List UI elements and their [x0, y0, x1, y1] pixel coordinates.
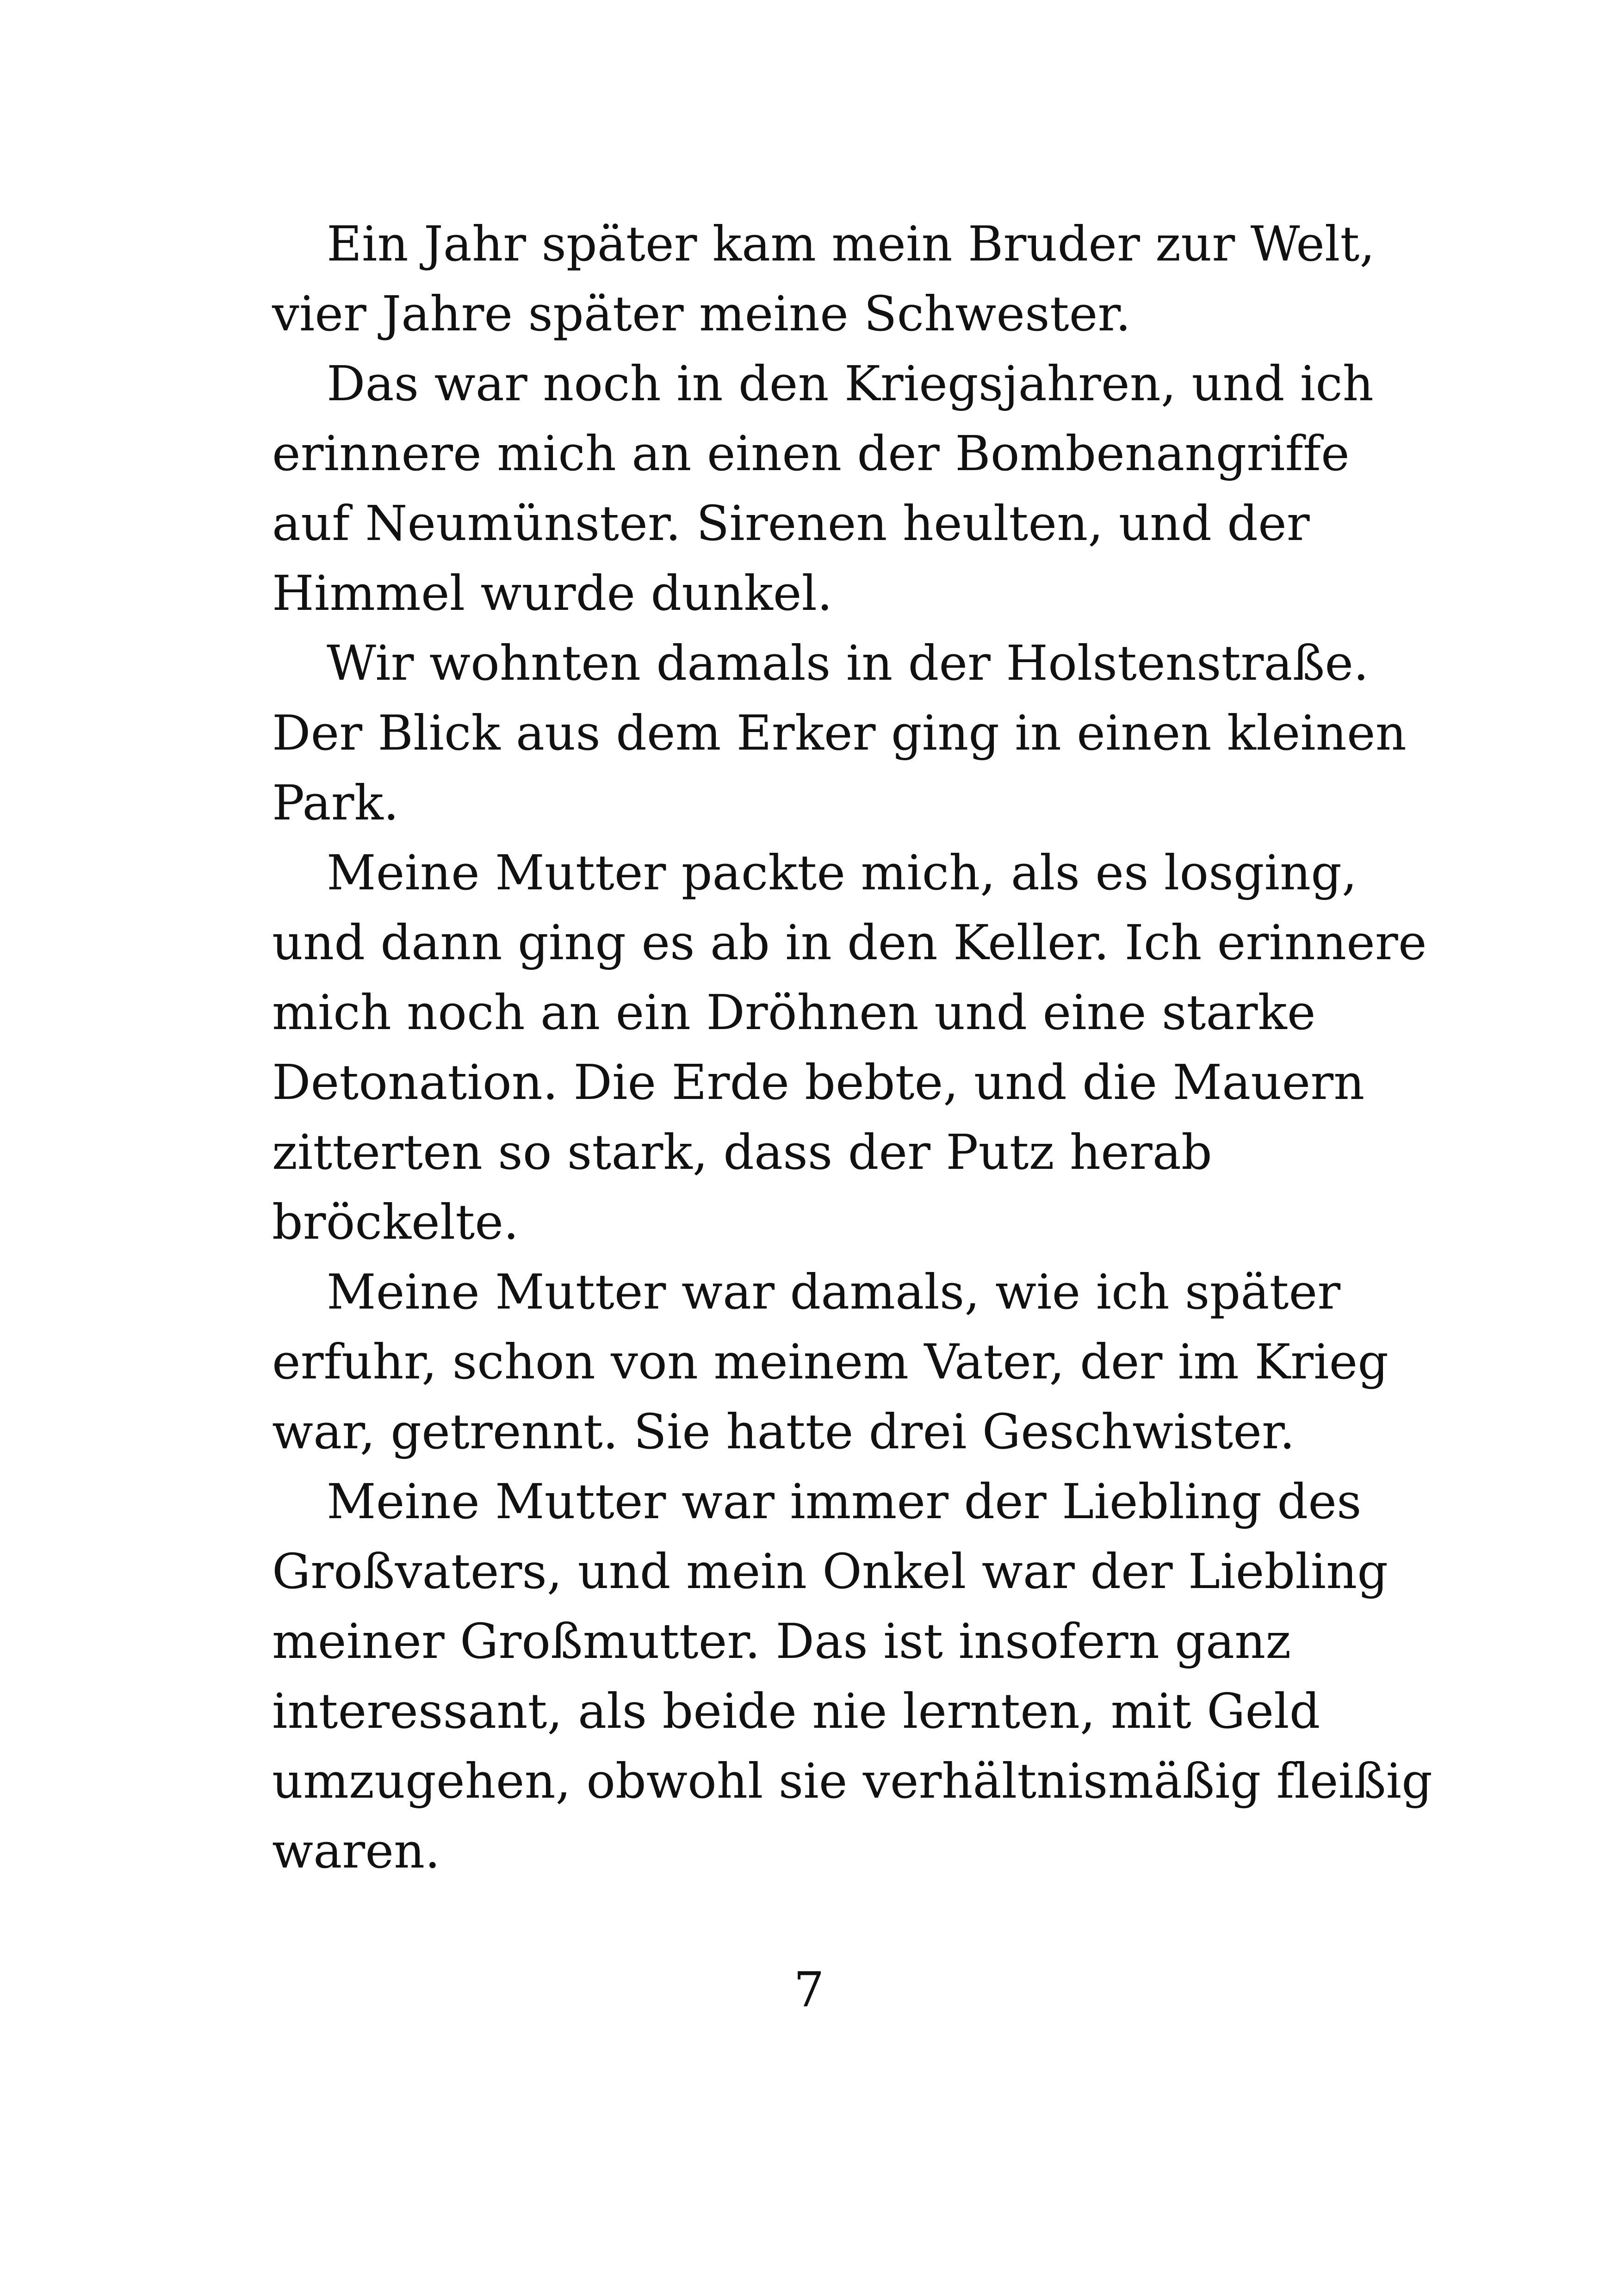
paragraph	[272, 838, 1427, 1257]
text-line: bröckelte.	[272, 1194, 519, 1250]
text-line: interessant, als beide nie lernten, mit Geld	[272, 1683, 1320, 1739]
text-line: Der Blick aus dem Erker ging in einen kleinen	[272, 705, 1407, 761]
text-line: waren.	[272, 1823, 440, 1879]
text-line: meiner Großmutter. Das ist insofern ganz	[272, 1613, 1291, 1669]
text-line: Wir wohnten damals in der Holstenstraße.	[327, 635, 1369, 691]
page-number: 7	[794, 1961, 824, 2018]
text-line: zitterten so stark, dass der Putz herab	[272, 1124, 1212, 1180]
paragraph	[272, 1257, 1389, 1467]
body-text	[272, 209, 1432, 1886]
text-line: Himmel wurde dunkel.	[272, 565, 833, 621]
text-line: Meine Mutter war damals, wie ich später	[327, 1264, 1341, 1320]
text-line: war, getrennt. Sie hatte drei Geschwister.	[272, 1403, 1295, 1460]
paragraph	[272, 209, 1382, 349]
text-line: Meine Mutter packte mich, als es losging,	[327, 844, 1358, 901]
text-line: erfuhr, schon von meinem Vater, der im Krieg	[272, 1334, 1389, 1390]
text-line: Park.	[272, 775, 399, 831]
text-line: mich noch an ein Dröhnen und eine starke	[272, 984, 1316, 1041]
text-line: auf Neumünster. Sirenen heulten, und der	[272, 495, 1310, 552]
text-line: Das war noch in den Kriegsjahren, und ich	[327, 355, 1374, 412]
text-line: Meine Mutter war immer der Liebling des	[327, 1473, 1362, 1530]
text-line: umzugehen, obwohl sie verhältnismäßig fleißig	[272, 1753, 1432, 1809]
text-line: und dann ging es ab in den Keller. Ich erinnere	[272, 914, 1427, 971]
text-line: Großvaters, und mein Onkel war der Liebling	[272, 1543, 1389, 1600]
text-line: vier Jahre später meine Schwester.	[272, 285, 1131, 342]
text-line: erinnere mich an einen der Bombenangriffe	[272, 425, 1350, 482]
paragraph	[272, 628, 1407, 838]
paragraph	[272, 1467, 1432, 1886]
paragraph	[272, 349, 1382, 628]
text-line: Ein Jahr später kam mein Bruder zur Welt,	[327, 216, 1375, 272]
text-line: Detonation. Die Erde bebte, und die Mauern	[272, 1054, 1365, 1111]
